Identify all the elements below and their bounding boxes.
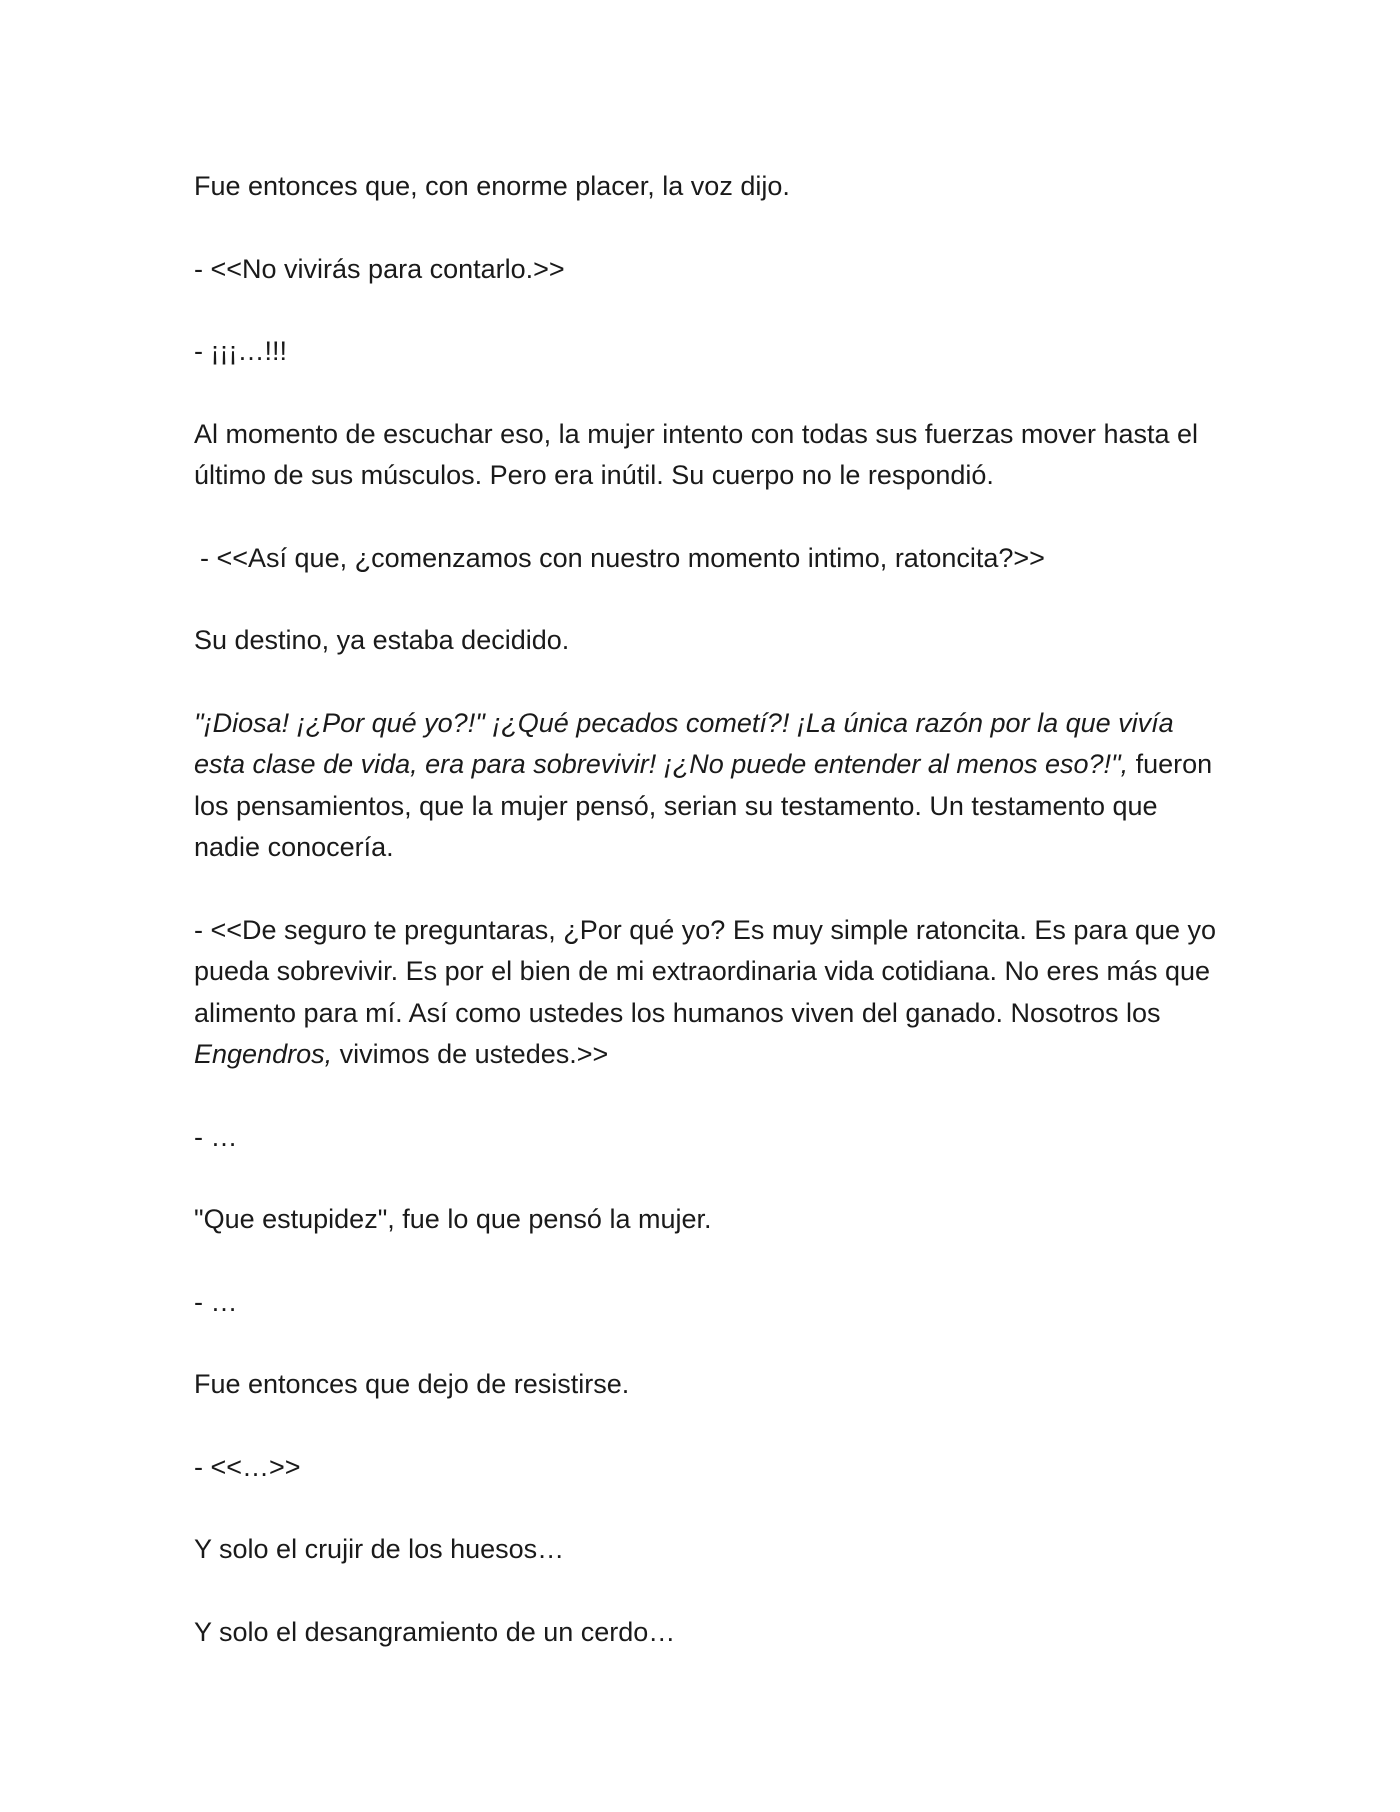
dialogue-line: - <<…>> xyxy=(194,1451,301,1482)
paragraph: Y solo el desangramiento de un cerdo… xyxy=(194,1616,676,1647)
paragraph-text: fueron los pensamientos, que la mujer pensó, serian su testamento. Un testamento que nadie conocería. xyxy=(194,749,1213,862)
dialogue-text: - <<De seguro te preguntaras, ¿Por qué yo? Es muy simple ratoncita. Es para que yo pueda sobrevivir. Es por el bien de mi extraordinaria vida cotidiana. No eres más que alimento para mí. Así como ustedes los humanos viven del ganado. Nosotros los xyxy=(194,914,1217,1028)
paragraph: Fue entonces que, con enorme placer, la voz dijo. xyxy=(194,171,790,201)
paragraph: Y solo el crujir de los huesos… xyxy=(194,1534,565,1564)
paragraph: "Que estupidez", fue lo que pensó la mujer. xyxy=(194,1204,712,1234)
paragraph: Su destino, ya estaba decidido. xyxy=(194,625,570,655)
dialogue-line: - … xyxy=(194,1121,238,1152)
paragraph: Al momento de escuchar eso, la mujer intento con todas sus fuerzas mover hasta el último de sus músculos. Pero era inútil. Su cuerpo no le respondió. xyxy=(194,418,1199,490)
dialogue-line xyxy=(194,910,1224,1076)
document-page xyxy=(194,166,1224,1694)
dialogue-line: - … xyxy=(194,1286,238,1317)
dialogue-text: vivimos de ustedes.>> xyxy=(339,1039,609,1069)
paragraph xyxy=(194,703,1224,869)
italic-thought: "¡Diosa! ¡¿Por qué yo?!" ¡¿Qué pecados cometí?! ¡La única razón por la que vivía esta clase de vida, era para sobrevivir! ¡¿No puede entender al menos eso?!", xyxy=(194,707,1174,779)
dialogue-line: - ¡¡¡…!!! xyxy=(194,336,287,366)
paragraph: Fue entonces que dejo de resistirse. xyxy=(194,1369,630,1399)
dialogue-line: - <<No vivirás para contarlo.>> xyxy=(194,253,565,284)
dialogue-line: - <<Así que, ¿comenzamos con nuestro momento intimo, ratoncita?>> xyxy=(200,542,1045,573)
italic-term: Engendros, xyxy=(194,1039,333,1069)
